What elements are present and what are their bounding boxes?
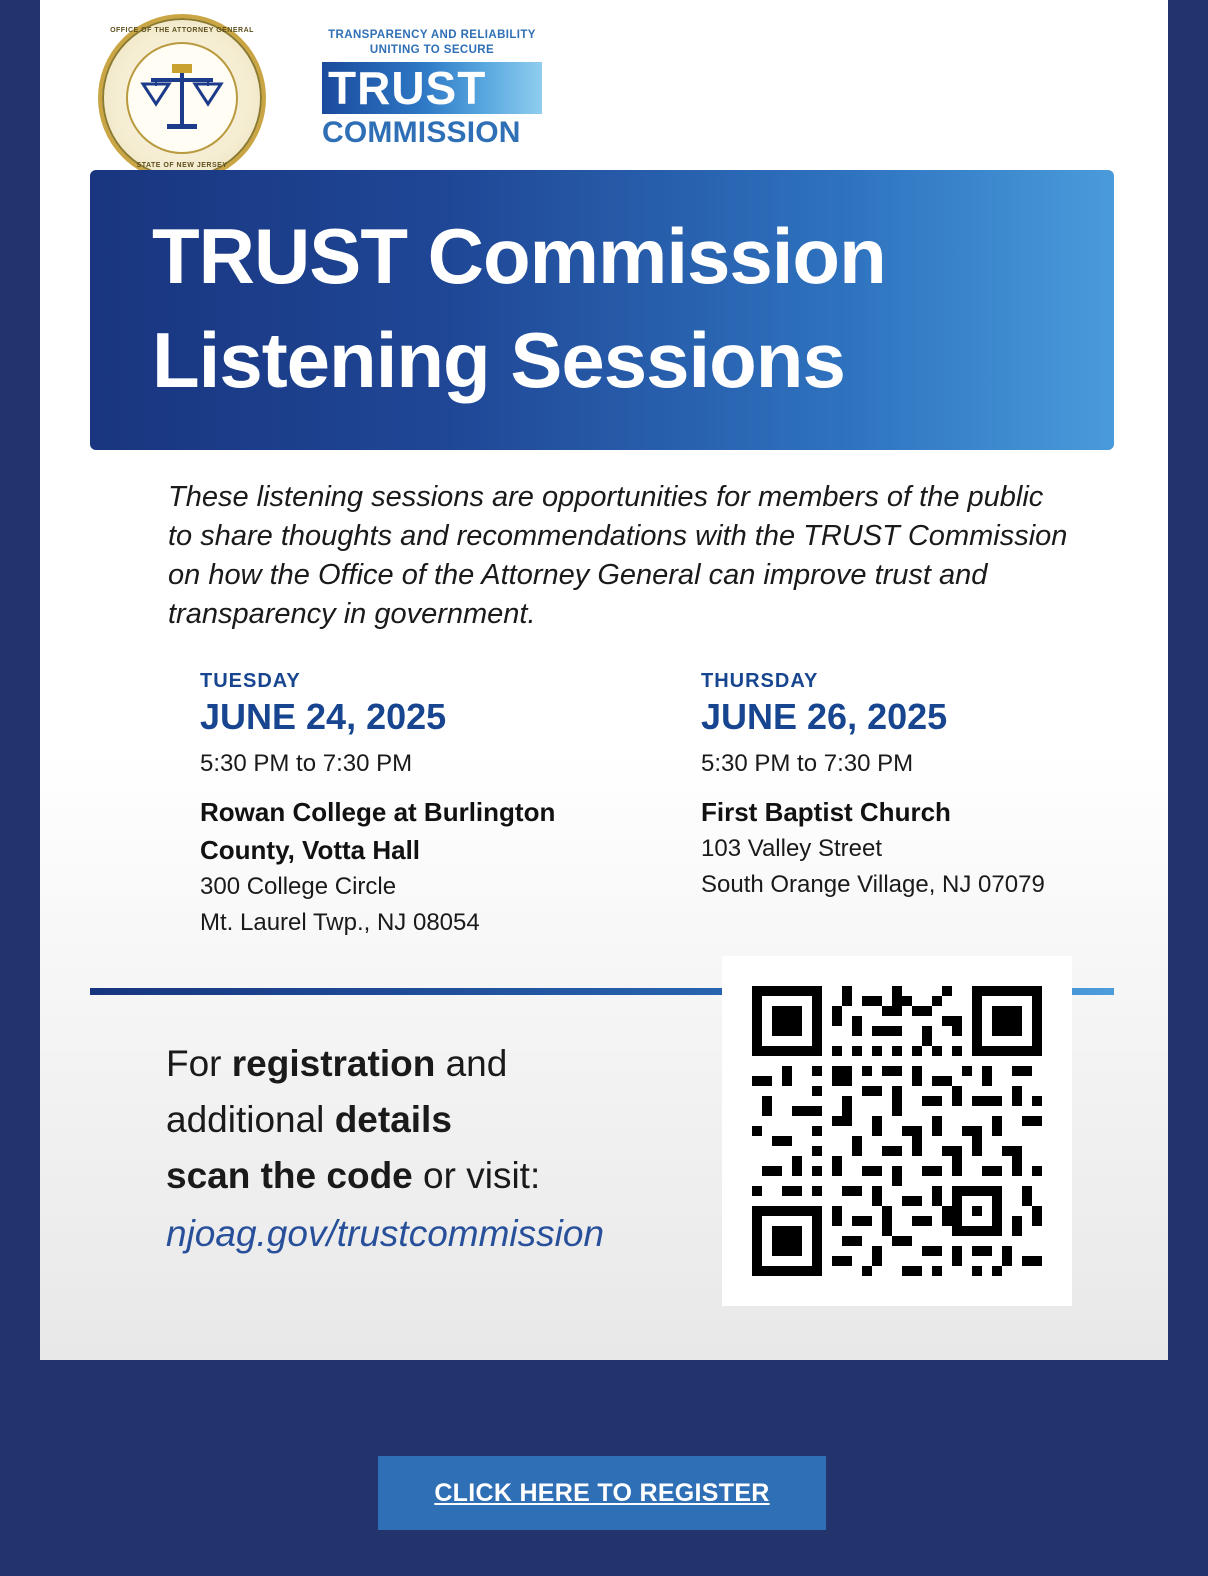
registration-line-3-part-b: or visit: bbox=[412, 1155, 541, 1196]
trust-commission-logo bbox=[322, 28, 542, 150]
session-item bbox=[200, 670, 629, 941]
registration-url-link[interactable]: njoag.gov/trustcommission bbox=[166, 1213, 605, 1254]
registration-line-1 bbox=[166, 1036, 746, 1092]
registration-line-2-emphasis: details bbox=[334, 1099, 452, 1140]
register-button[interactable] bbox=[378, 1456, 826, 1530]
session-list bbox=[200, 670, 1130, 941]
trust-logo-subword: COMMISSION bbox=[322, 116, 521, 149]
trust-logo-wordmark bbox=[322, 62, 542, 114]
session-address-line-1: 103 Valley Street bbox=[701, 835, 882, 862]
registration-line-3-emphasis: scan the code bbox=[166, 1155, 413, 1196]
scales-of-justice-icon bbox=[139, 64, 225, 138]
registration-block bbox=[166, 1036, 746, 1260]
registration-line-2-part-a: additional bbox=[166, 1099, 335, 1140]
registration-line-2 bbox=[166, 1092, 746, 1148]
registration-line-1-part-c: and bbox=[435, 1043, 508, 1084]
registration-line-3 bbox=[166, 1148, 746, 1204]
session-day: THURSDAY bbox=[701, 670, 819, 692]
session-venue: Rowan College at Burlington County, Votta Hall bbox=[200, 797, 556, 865]
session-address-line-2: Mt. Laurel Twp., NJ 08054 bbox=[200, 909, 480, 936]
qr-code-icon[interactable] bbox=[752, 986, 1042, 1276]
footer-bar bbox=[0, 1360, 1208, 1576]
qr-code-card bbox=[722, 956, 1072, 1306]
flyer-card bbox=[40, 0, 1168, 1360]
page-title-line-1: TRUST Commission bbox=[152, 212, 886, 300]
register-button-label: CLICK HERE TO REGISTER bbox=[434, 1478, 770, 1507]
intro-paragraph: These listening sessions are opportunities for members of the public to share thoughts and recommendations with the TRUST Commission on how the Office of the Attorney General can improve trust and transparency in government. bbox=[168, 481, 1068, 630]
session-date: JUNE 24, 2025 bbox=[200, 696, 447, 737]
session-address-line-1: 300 College Circle bbox=[200, 873, 397, 900]
title-band bbox=[90, 170, 1114, 450]
session-time: 5:30 PM to 7:30 PM bbox=[701, 750, 914, 777]
session-address-line-2: South Orange Village, NJ 07079 bbox=[701, 871, 1045, 898]
trust-logo-word-text: TRUST bbox=[328, 62, 487, 114]
session-time: 5:30 PM to 7:30 PM bbox=[200, 750, 413, 777]
seal-top-text: OFFICE OF THE ATTORNEY GENERAL bbox=[110, 27, 254, 34]
registration-line-1-part-a: For bbox=[166, 1043, 232, 1084]
attorney-general-seal-icon bbox=[98, 14, 266, 182]
seal-bottom-text: STATE OF NEW JERSEY bbox=[136, 162, 228, 169]
session-venue: First Baptist Church bbox=[701, 797, 951, 827]
session-item bbox=[701, 670, 1130, 941]
session-day: TUESDAY bbox=[200, 670, 301, 692]
registration-line-1-emphasis: registration bbox=[231, 1043, 436, 1084]
page-title-line-2: Listening Sessions bbox=[152, 316, 845, 404]
header-logo-row bbox=[40, 0, 1168, 176]
session-date: JUNE 26, 2025 bbox=[701, 696, 948, 737]
trust-logo-tagline: TRANSPARENCY AND RELIABILITY UNITING TO SECURE bbox=[328, 29, 536, 56]
